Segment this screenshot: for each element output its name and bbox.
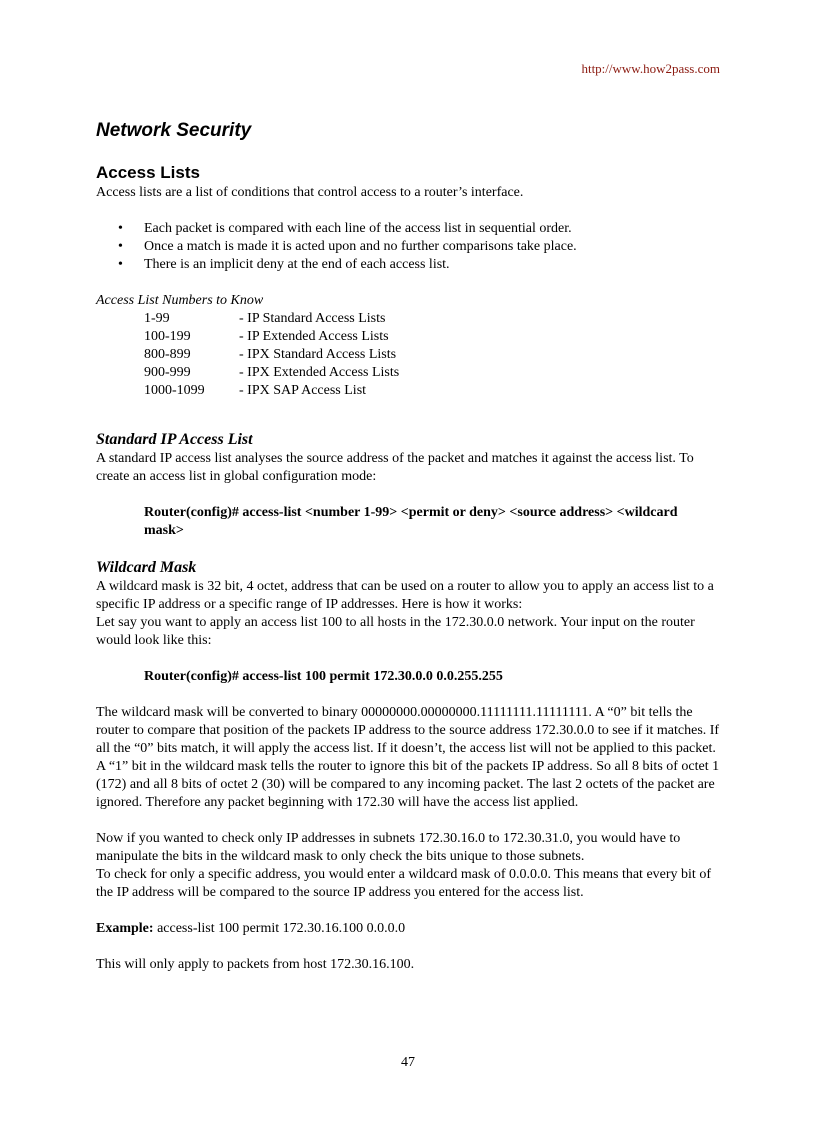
example-label: Example: — [96, 921, 154, 936]
number-range: 900-999 — [144, 365, 191, 380]
number-range: 800-899 — [144, 347, 191, 362]
closing-line: This will only apply to packets from host 172.30.16.100. — [96, 957, 415, 972]
table-row — [144, 328, 399, 346]
number-range: 100-199 — [144, 329, 191, 344]
standard-ip-body: A standard IP access list analyses the source address of the packet and matches it against the access list. To create an access list in global configuration mode: — [96, 451, 694, 484]
number-description: - IP Standard Access Lists — [239, 311, 386, 326]
standard-ip-heading: Standard IP Access List — [96, 431, 253, 448]
bullet-icon: • — [118, 257, 123, 272]
example-text: access-list 100 permit 172.30.16.100 0.0.0.0 — [153, 921, 406, 936]
number-description: - IPX Extended Access Lists — [239, 365, 400, 380]
access-lists-heading: Access Lists — [96, 163, 200, 182]
wildcard-command: Router(config)# access-list 100 permit 172.30.0.0 0.0.255.255 — [144, 669, 503, 684]
example-line — [96, 920, 720, 938]
standard-ip-command: Router(config)# access-list <number 1-99> <permit or deny> <source address> <wildcard mask> — [144, 505, 678, 538]
page-content — [96, 118, 720, 974]
number-description: - IPX SAP Access List — [239, 383, 367, 398]
access-lists-bullets — [96, 220, 720, 274]
list-item — [96, 238, 720, 256]
table-row — [144, 310, 399, 328]
spacer — [96, 400, 720, 430]
number-description: - IPX Standard Access Lists — [239, 347, 397, 362]
bullet-text: Once a match is made it is acted upon and no further comparisons take place. — [144, 239, 577, 254]
list-item — [96, 220, 720, 238]
table-row — [144, 382, 399, 400]
wildcard-paragraph-4: Now if you wanted to check only IP addresses in subnets 172.30.16.0 to 172.30.31.0, you would have to manipulate the bits in the wildcard mask to only check the bits unique to those subnets. — [96, 831, 681, 864]
spacer — [96, 812, 720, 830]
access-list-numbers-table — [144, 310, 399, 400]
page-number: 47 — [401, 1055, 415, 1070]
bullet-text: Each packet is compared with each line of the access list in sequential order. — [144, 221, 572, 236]
numbers-caption: Access List Numbers to Know — [96, 293, 264, 308]
header-url-link[interactable]: http://www.how2pass.com — [581, 61, 720, 76]
table-row — [144, 346, 399, 364]
number-description: - IP Extended Access Lists — [239, 329, 389, 344]
wildcard-paragraph-1: A wildcard mask is 32 bit, 4 octet, address that can be used on a router to allow you to apply an access list to a specific IP address or a specific range of IP addresses. Here is how it works: — [96, 579, 714, 612]
spacer — [96, 902, 720, 920]
wildcard-paragraph-3: The wildcard mask will be converted to binary 00000000.00000000.11111111.11111111. A “0” bit tells the router to compare that position of the packets IP address to the source address 172.30.0.0 to see if it matches. If all the “0” bits match, it will apply the access list. If it doesn’t, the access list will not be applied to this packet. A “1” bit in the wildcard mask tells the router to ignore this bit of the packets IP address. So all 8 bits of octet 1 (172) and all 8 bits of octet 2 (30) will be compared to any incoming packet. The last 2 octets of the packet are ignored. Therefore any packet beginning with 172.30 will have the access list applied. — [96, 705, 720, 810]
bullet-text: There is an implicit deny at the end of each access list. — [144, 257, 450, 272]
page-title: Network Security — [96, 120, 252, 141]
spacer — [96, 938, 720, 956]
number-range: 1-99 — [144, 311, 170, 326]
list-item — [96, 256, 720, 274]
table-row — [144, 364, 399, 382]
number-range: 1000-1099 — [144, 383, 205, 398]
bullet-icon: • — [118, 221, 123, 236]
wildcard-paragraph-5: To check for only a specific address, you would enter a wildcard mask of 0.0.0.0. This means that every bit of the IP address will be compared to the source IP address you entered for the access list. — [96, 867, 711, 900]
wildcard-paragraph-2: Let say you want to apply an access list 100 to all hosts in the 172.30.0.0 network. Your input on the router would look like this: — [96, 615, 695, 648]
access-lists-intro: Access lists are a list of conditions that control access to a router’s interface. — [96, 185, 524, 200]
bullet-icon: • — [118, 239, 123, 254]
wildcard-heading: Wildcard Mask — [96, 559, 197, 576]
